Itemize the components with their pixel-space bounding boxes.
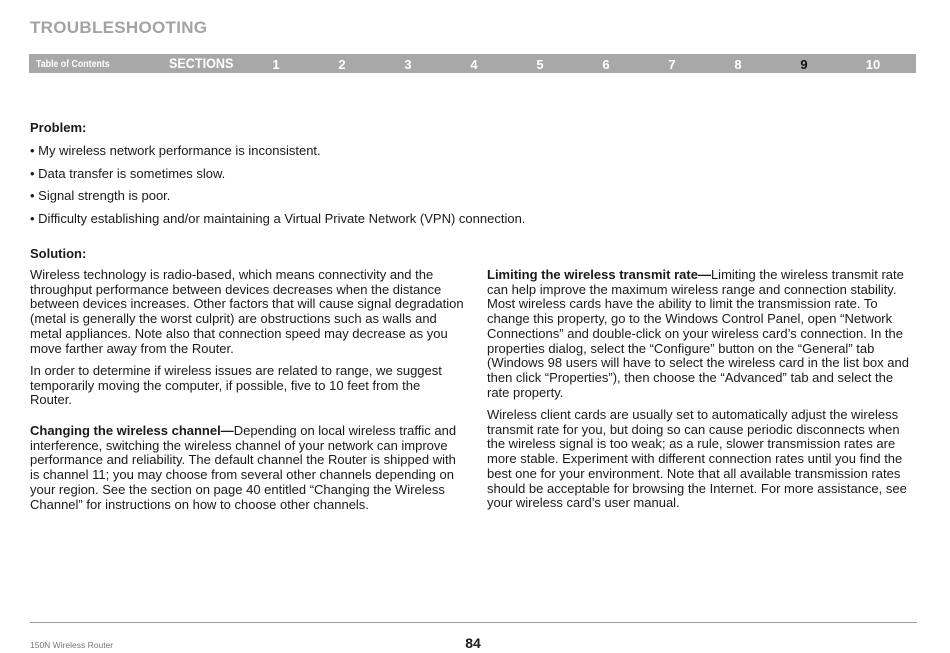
changing-wireless-channel-heading: Changing the wireless channel— — [30, 423, 234, 438]
problem-bullet: • Data transfer is sometimes slow. — [30, 166, 226, 181]
solution-label: Solution: — [30, 246, 87, 261]
solution-paragraph: In order to determine if wireless issues are related to range, we suggest temporarily moving the computer, if possible, five to 10 feet from the Router. — [30, 363, 442, 408]
solution-paragraph: Wireless client cards are usually set to automatically adjust the wireless transmit rate for you, but doing so can cause periodic disconnects when the wireless signal is too weak; as a rule, slower transmission rates are more stable. Experiment with different connection rates until you find the best one for your environment. Note that all available transmission rates should be acceptable for browsing the Internet. For more assistance, see your wireless card’s user manual. — [487, 407, 907, 511]
section-link-9-active[interactable]: 9 — [800, 57, 808, 72]
section-link-10[interactable]: 10 — [865, 57, 881, 72]
problem-bullet: • My wireless network performance is inconsistent. — [30, 143, 321, 158]
section-link-2[interactable]: 2 — [338, 57, 346, 72]
section-link-1[interactable]: 1 — [272, 57, 280, 72]
solution-paragraph: Wireless technology is radio-based, which means connectivity and the throughput performance between devices decreases when the distance between devices increases. Other factors that will cause signal degradation (metal is generally the worst culprit) are obstructions such as walls and metal appliances. Note also that connection speed may decrease as you move farther away from the Router. — [30, 267, 464, 356]
limiting-transmit-rate-heading: Limiting the wireless transmit rate— — [487, 267, 711, 282]
sections-label: SECTIONS — [169, 55, 234, 71]
section-link-8[interactable]: 8 — [734, 57, 742, 72]
page-number: 84 — [465, 635, 481, 651]
limiting-transmit-rate-paragraph: Limiting the wireless transmit rate—Limiting the wireless transmit rate can help improve the maximum wireless range and connection stability. Most wireless cards have the ability to limit the transmission rate. To change this property, go to the Windows Control Panel, open “Network Connections” and double-click on your wireless card’s connection. In the properties dialog, select the “Configure” button on the “General” tab (Windows 98 users will have to select the wireless card in the list box and then click “Properties”), then choose the “Advanced” tab and select the rate property. — [487, 267, 909, 400]
section-nav-bar — [29, 54, 916, 73]
footer-divider — [30, 622, 917, 623]
section-link-6[interactable]: 6 — [602, 57, 610, 72]
problem-bullet: • Signal strength is poor. — [30, 188, 171, 203]
table-of-contents-link[interactable]: Table of Contents — [36, 59, 110, 70]
footer-product-name: 150N Wireless Router — [30, 640, 114, 650]
section-link-5[interactable]: 5 — [536, 57, 544, 72]
section-link-7[interactable]: 7 — [668, 57, 676, 72]
section-link-4[interactable]: 4 — [470, 57, 478, 72]
section-link-3[interactable]: 3 — [404, 57, 412, 72]
problem-label: Problem: — [30, 120, 87, 135]
problem-bullet: • Difficulty establishing and/or maintaining a Virtual Private Network (VPN) connection. — [30, 211, 526, 226]
changing-wireless-channel-paragraph: Changing the wireless channel—Depending on local wireless traffic and interference, switching the wireless channel of your network can improve performance and reliability. The default channel the Router is shipped with is channel 11; you may choose from several other channels depending on your region. See the section on page 40 entitled “Changing the Wireless Channel” for instructions on how to choose other channels. — [30, 423, 457, 512]
page-section-title: TROUBLESHOOTING — [30, 18, 208, 37]
